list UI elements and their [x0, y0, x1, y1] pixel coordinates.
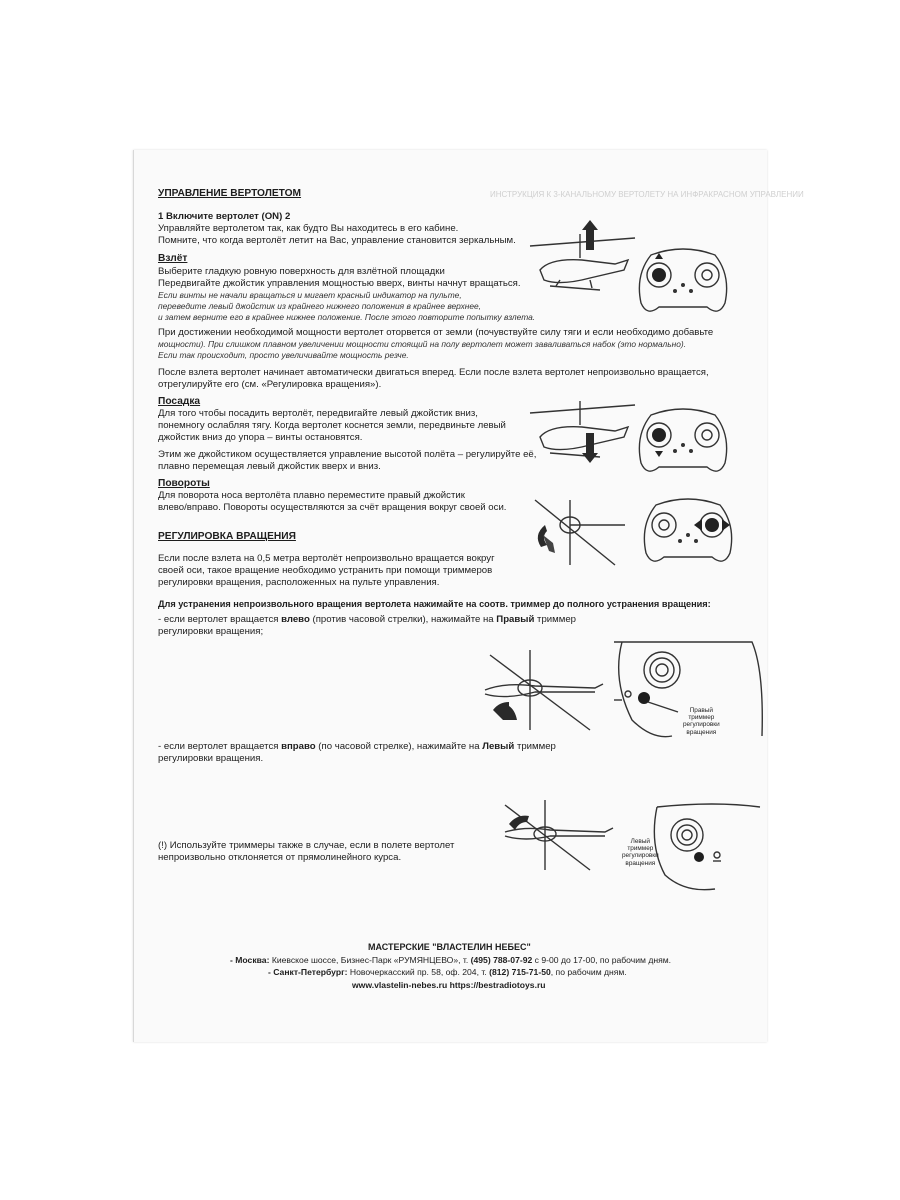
helicopter-takeoff-illustration: [520, 220, 640, 305]
left-trimmer-label: Левый триммер регулировки вращения: [622, 838, 659, 867]
takeoff-para: После взлета вертолет начинает автоматически двигаться вперед. Если после взлета вертолет непроизвольно вращается,: [158, 367, 709, 378]
landing-line: джойстик вниз до упора – винты остановятся.: [158, 432, 363, 443]
takeoff-italic: и затем верните его в крайнее нижнее положение. После этого повторите попытку взлета.: [158, 312, 536, 322]
remote-controller-landing: [633, 405, 733, 477]
turns-heading: Повороты: [158, 478, 210, 489]
landing-line: понемногу ослабляя тягу. Когда вертолет коснется земли, передвиньте левый: [158, 420, 506, 431]
remote-controller-turn: [638, 495, 738, 570]
trim-left-case: - если вертолет вращается влево (против часовой стрелки), нажимайте на Правый триммер: [158, 614, 577, 625]
helicopter-landing-illustration: [520, 395, 640, 480]
footer-web: www.vlastelin-nebes.ru https://bestradiotoys.ru: [352, 980, 546, 990]
takeoff-heading: Взлёт: [158, 253, 188, 264]
footer-spb: - Санкт-Петербург: Новочеркасский пр. 58, оф. 204, т. (812) 715-71-50, по рабочим дням.: [268, 967, 627, 977]
trim-line: регулировки вращения, расположенных на пульте управления.: [158, 577, 440, 588]
trim-line: Если после взлета на 0,5 метра вертолёт непроизвольно вращается вокруг: [158, 553, 495, 564]
step1-heading: 1 Включите вертолет (ON) 2: [158, 211, 291, 222]
trim-line: своей оси, такое вращение необходимо устранить при помощи триммеров: [158, 565, 493, 576]
takeoff-para: При достижении необходимой мощности вертолет оторвется от земли (почувствуйте силу тяги и если необходимо добавьте: [158, 327, 714, 338]
trim-right-case: регулировки вращения.: [158, 753, 264, 764]
landing-heading: Посадка: [158, 396, 201, 407]
helicopter-trim-right-illustration: [495, 800, 625, 880]
takeoff-line: Передвигайте джойстик управления мощностью вверх, винты начнут вращаться.: [158, 278, 521, 289]
trim-left-case: регулировки вращения;: [158, 626, 264, 637]
trim-right-case: - если вертолет вращается вправо (по часовой стрелке), нажимайте на Левый триммер: [158, 741, 556, 752]
turns-line: влево/вправо. Повороты осуществляются за счёт вращения вокруг своей оси.: [158, 502, 507, 513]
takeoff-line: Выберите гладкую ровную поверхность для взлётной площадки: [158, 266, 445, 277]
step1-line: Помните, что когда вертолёт летит на Вас, управление становится зеркальным.: [158, 235, 516, 246]
landing-line: Для того чтобы посадить вертолёт, передвигайте левый джойстик вниз,: [158, 408, 478, 419]
takeoff-para: отрегулируйте его (см. «Регулировка вращения»).: [158, 379, 382, 390]
step1-line: Управляйте вертолетом так, как будто Вы находитесь в его кабине.: [158, 223, 459, 234]
remote-controller-trim-left: [655, 805, 765, 895]
trim-heading: РЕГУЛИРОВКА ВРАЩЕНИЯ: [158, 531, 296, 542]
takeoff-para: Если так происходит, просто увеличивайте мощность резче.: [158, 350, 409, 360]
turns-line: Для поворота носа вертолёта плавно переместите правый джойстик: [158, 490, 465, 501]
footer-company: МАСТЕРСКИЕ "ВЛАСТЕЛИН НЕБЕС": [368, 942, 531, 952]
takeoff-para: мощности). При слишком плавном увеличении мощности стоящий на полу вертолет может заваливаться набок (это нормально).: [158, 339, 687, 349]
footer-moscow: - Москва: Киевское шоссе, Бизнес-Парк «РУМЯНЦЕВО», т. (495) 788-07-92 с 9-00 до 17-00, по рабочим дням.: [230, 955, 672, 965]
page-title: УПРАВЛЕНИЕ ВЕРТОЛЕТОМ: [158, 188, 302, 199]
trim-note: (!) Используйте триммеры также в случае, если в полете вертолет: [158, 840, 455, 851]
landing-line: Этим же джойстиком осуществляется управление высотой полёта – регулируйте её,: [158, 449, 537, 460]
right-trimmer-label: Правый триммер регулировки вращения: [683, 707, 720, 736]
landing-line: плавно перемещая левый джойстик вверх и вниз.: [158, 461, 381, 472]
helicopter-trim-left-illustration: [475, 650, 615, 740]
trim-note: непроизвольно отклоняется от прямолинейного курса.: [158, 852, 402, 863]
bleed-through-text: ИНСТРУКЦИЯ К 3-КАНАЛЬНОМУ ВЕРТОЛЕТУ НА ИНФРАКРАСНОМ УПРАВЛЕНИИ: [490, 190, 804, 199]
takeoff-italic: переведите левый джойстик из крайнего нижнего положения в крайнее верхнее,: [158, 301, 482, 311]
remote-controller-takeoff: [633, 245, 733, 317]
helicopter-turn-illustration: [525, 495, 635, 575]
takeoff-italic: Если винты не начали вращаться и мигает красный индикатор на пульте,: [158, 290, 462, 300]
trim-instruction: Для устранения непроизвольного вращения вертолета нажимайте на соотв. триммер до полного устранения вращения:: [158, 599, 711, 609]
